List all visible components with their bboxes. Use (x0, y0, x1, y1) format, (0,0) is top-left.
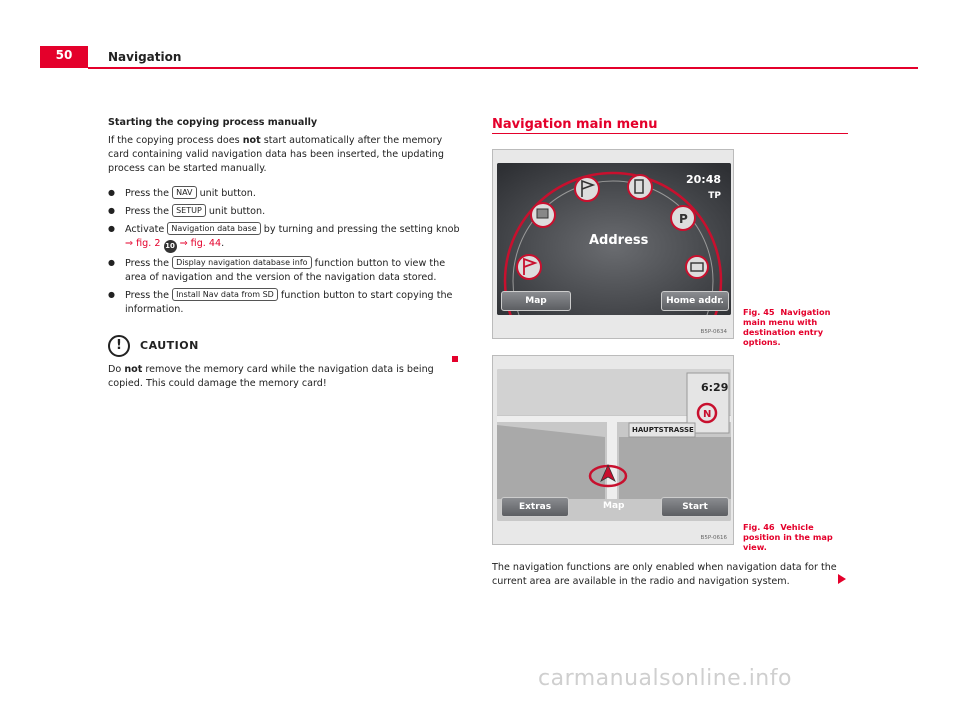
clock-display: 20:48 (685, 173, 721, 186)
figure-46 (492, 355, 734, 545)
route-flag-icon (517, 255, 541, 279)
figure-code: B5P-0616 (700, 535, 727, 541)
end-of-section-marker (452, 356, 458, 362)
navigation-availability-paragraph: The navigation functions are only enabled when navigation data for the current area are available in the radio and navigation system. (492, 562, 837, 587)
start-button[interactable]: Start (661, 497, 729, 517)
chapter-title: Navigation (108, 50, 182, 64)
caution-title: CAUTION (140, 339, 199, 352)
extras-button[interactable]: Extras (501, 497, 569, 517)
knob-number-badge: 10 (164, 240, 177, 253)
setup-key: SETUP (172, 204, 206, 217)
poi-icon (686, 256, 708, 278)
parking-icon (671, 206, 695, 230)
subheading: Starting the copying process manually (108, 117, 318, 128)
caution-icon: ! (108, 335, 130, 357)
nav-key: NAV (172, 186, 196, 199)
figure-46-caption: Fig. 46 Vehicle position in the map view. (743, 522, 833, 552)
caution-text: Do not remove the memory card while the navigation data is being copied. This could damage the memory card! (108, 364, 434, 389)
install-nav-data-key: Install Nav data from SD (172, 288, 278, 301)
street-name-label: HAUPTSTRASSE (632, 426, 694, 434)
header-rule (88, 67, 918, 69)
caution-box (108, 335, 463, 391)
home-address-button[interactable]: Home addr. (661, 291, 729, 311)
page-number: 50 (55, 48, 73, 62)
figure-45 (492, 149, 734, 339)
step-nav: ● Press the NAV unit button. (108, 186, 463, 201)
fig-44-link[interactable]: ⇒ fig. 44 (179, 238, 222, 249)
navigation-database-key: Navigation data base (167, 222, 260, 235)
map-mode-label: Map (603, 501, 625, 511)
checkered-flag-icon (531, 203, 555, 227)
svg-text:N: N (703, 409, 712, 420)
figure-45-caption: Fig. 45 Navigation main menu with destination entry options. (743, 307, 831, 347)
section-title: Navigation main menu (492, 117, 658, 132)
continue-arrow-icon (838, 574, 846, 584)
map-button[interactable]: Map (501, 291, 571, 311)
tp-indicator: TP (708, 191, 721, 201)
figure-code: B5P-0634 (700, 329, 727, 335)
intro-paragraph: If the copying process does not start automatically after the memory card containing valid navigation data has been inserted, the updating process can be started manually. (108, 135, 444, 174)
fig-2-link[interactable]: ⇒ fig. 2 (125, 238, 161, 249)
watermark-text: carmanualsonline.info (538, 666, 792, 691)
destination-flag-icon (575, 177, 599, 201)
step-navigation-database: ● Activate Navigation data base by turning and pressing the setting knob ⇒ fig. 2 10 ⇒ fig. 44. (108, 222, 463, 253)
svg-text:P: P (679, 212, 688, 226)
display-database-info-key: Display navigation database info (172, 256, 311, 269)
left-column (108, 116, 463, 391)
section-rule (492, 133, 848, 134)
address-label[interactable]: Address (589, 233, 649, 248)
fuel-station-icon (628, 175, 652, 199)
step-display-info: ● Press the Display navigation database info function button to view the area of navigation and the version of the navigation data stored. (108, 256, 463, 285)
clock-display: 6:29 (701, 381, 729, 394)
step-install-nav-data: ● Press the Install Nav data from SD function button to start copying the information. (108, 288, 463, 317)
map-view-screen (497, 369, 731, 521)
step-setup: ● Press the SETUP unit button. (108, 204, 463, 219)
nav-main-menu-screen (497, 163, 731, 315)
